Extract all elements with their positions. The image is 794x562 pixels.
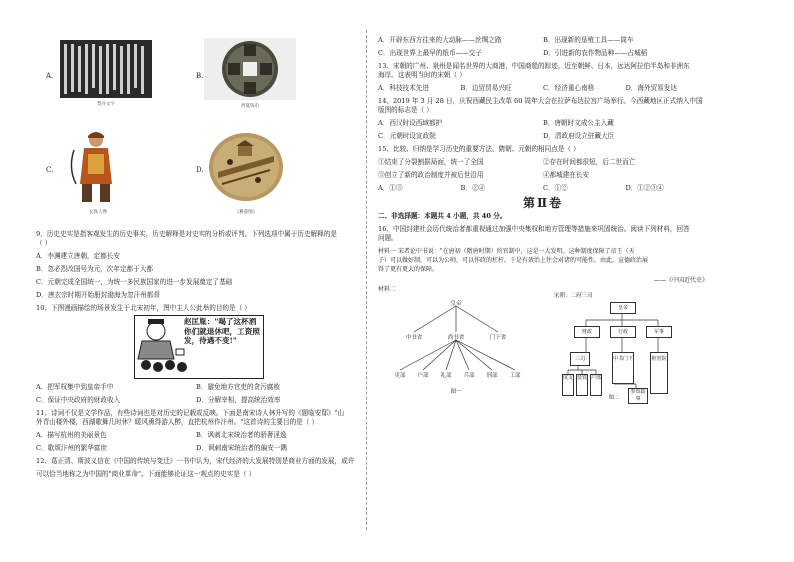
q9-option-a: A．李渊建立唐朝，定都长安 — [36, 252, 120, 260]
q14-option-c: C．元朝时设宣政院 — [378, 132, 436, 140]
image-letter-b: B. — [196, 72, 204, 80]
jurchen-figure-image — [66, 128, 126, 206]
q10-options-row-1 — [36, 383, 356, 392]
q13-option-a: A．科技技术先进 — [378, 84, 429, 92]
q16-stem-1: 16、中国封建社会历代统治者都重视通过加强中央集权和地方管理等措施来巩固统治。阅读下列材料，回答 — [378, 225, 690, 233]
q12-options-row-1 — [378, 36, 708, 45]
right-column — [378, 36, 708, 404]
q15-statement-1: ①结束了分裂割据局面，统一了全国 — [378, 158, 484, 166]
q9-option-b: B．忽必烈改国号为元，次年定都于大都 — [36, 265, 153, 273]
chart1-l3-4: 刑部 — [486, 373, 498, 379]
q14-stem-2: 版图的标志是（ ） — [378, 106, 433, 114]
chart2-label: 图二 — [608, 395, 620, 401]
q15-option-c: C．①② — [543, 184, 568, 192]
q12-option-c: C．出现世界上最早的纸币——交子 — [378, 49, 482, 57]
q15-statements-row-2 — [378, 171, 708, 180]
chart1-label: 图一 — [450, 389, 462, 395]
q15-statement-2: ②存在时间都很短，后二世而亡 — [543, 158, 636, 166]
q15-option-a: A．①③ — [378, 184, 403, 192]
q13-option-d: D．海外贸易发达 — [625, 84, 677, 92]
q15-statement-4: ④都城建在长安 — [543, 171, 590, 179]
chart1-l3-0: 吏部 — [394, 373, 406, 379]
image-letter-d: D. — [196, 166, 204, 174]
image-caption-b: 西夏钱币 — [241, 104, 259, 109]
q16-material-1-line-1: 材料一 宋者论中书说："在唐初（隋唐时期）的官制中，这是一大发明。这种制度保障了帝王（天 — [378, 248, 635, 255]
q9-option-c: C．元朝完成全国统一，为统一多民族国家的进一步发展奠定了基础 — [36, 278, 233, 286]
q14-stem-1: 14、2019 年 3 月 28 日，庆祝西藏民主改革 60 周年大会在拉萨布达拉宫广场举行。今西藏地区正式纳入中国 — [378, 97, 703, 105]
q15-option-b: B．②④ — [460, 184, 486, 192]
q9-stem-2: （ ） — [36, 239, 52, 247]
image-letter-a: A. — [46, 72, 54, 80]
q15-statement-3: ③创立了新的政治制度并被后世沿用 — [378, 171, 484, 179]
xixia-coin-image — [204, 38, 296, 100]
image-caption-c: 女真人像 — [89, 210, 107, 215]
chart2-l4-3: 参知政事 — [628, 388, 648, 404]
q11-option-c: C．歌颂汴州的繁华富庶 — [36, 444, 107, 452]
q11-options-row-1 — [36, 431, 356, 440]
q10-options-row-2 — [36, 396, 356, 405]
q14-option-b: B．唐朝时文成公主入藏 — [543, 119, 614, 127]
q10-stem: 10、下图漫画描绘的场景发生于北宋初年，图中主人公此举的目的是（ ） — [36, 304, 251, 312]
q16-stem-2: 问题。 — [378, 234, 398, 242]
q12-options-row-2 — [378, 49, 708, 58]
q15-statements-row-1 — [378, 158, 708, 167]
chart1-l3-3: 兵部 — [463, 373, 475, 379]
column-divider — [366, 30, 367, 530]
section-title: 第Ⅱ卷 — [522, 196, 564, 210]
org-charts — [378, 294, 708, 404]
chart2-l3-1: 中书门下 — [612, 352, 634, 384]
chart1-l2-2: 门下省 — [489, 335, 507, 341]
q11-option-a: A．描写杭州的美丽景色 — [36, 431, 107, 439]
chart2-l2-0: 财政 — [574, 326, 600, 338]
section-subtitle: 二、非选择题：本题共 4 小题，共 40 分。 — [378, 212, 507, 220]
q12-option-d: D．引进新的农作物品种——占城稻 — [543, 49, 648, 57]
chart1-l3-5: 工部 — [509, 373, 521, 379]
image-caption-a: 契丹文字 — [97, 102, 115, 107]
q14-options-row-2 — [378, 132, 708, 141]
q16-material-1-line-3: 得了更有更大的保障。 — [378, 266, 439, 273]
q10-option-a: A．把军权集中到皇帝手中 — [36, 383, 114, 391]
q13-option-b: B．边贸贸易兴旺 — [460, 84, 512, 92]
chart1-l3-1: 户部 — [417, 373, 429, 379]
q14-option-a: A．西汉时设西域都护 — [378, 119, 443, 127]
q11-stem-1: 11、诗词不仅是文学作品，有些诗词也是对历史的记载或反映。下面是南宋诗人林升写的《题临安邸》"山 — [36, 409, 345, 417]
q16-material-1-source: ——《中国近代史》 — [653, 277, 708, 284]
q12-option-a: A．开辟东西方往来的大动脉——丝绸之路 — [378, 36, 502, 44]
q10-option-d: D．分解宰相，提高统治效率 — [196, 396, 281, 404]
chart1-top: 皇帝 — [450, 301, 462, 307]
chart2-l3-0: 三司 — [570, 352, 590, 366]
chart1-l3-2: 礼部 — [440, 373, 452, 379]
chart2-top: 皇帝 — [610, 302, 636, 314]
chart2-l4-0: 度支 — [562, 374, 574, 396]
q14-options-row-1 — [378, 119, 708, 128]
chart2-l3-2: 枢密院 — [650, 352, 668, 394]
q11-options-row-2 — [36, 444, 356, 453]
left-column — [36, 36, 356, 479]
q13-option-c: C．经济重心南移 — [543, 84, 595, 92]
option-images — [36, 36, 356, 226]
chart2-l4-2: 户部 — [590, 374, 602, 396]
q10-cartoon — [134, 315, 264, 381]
image-caption-d: 《耕获图》 — [234, 210, 258, 215]
chart1-l2-1: 尚书省 — [447, 335, 465, 341]
chart2-l4-1: 盐铁 — [576, 374, 588, 396]
chart2-heading: 宋朝：二府三司 — [554, 293, 593, 299]
q13-stem-1: 13、宋朝的广州、泉州是闻名世界的大商港，中国商船的踪迹，近至朝鲜、日本，远达阿拉伯半岛和非洲东 — [378, 62, 690, 70]
q11-option-b: B．讽刺北宋统治者的骄奢淫逸 — [196, 431, 287, 439]
khitan-script-image — [60, 40, 152, 98]
q12-stem-1: 12、葛正清、斯波义信在《中国的传统与变迁》一书中认为，宋代经济的大发展特别是商业方面的发展，或许 — [36, 457, 355, 465]
q15-stem: 15、比较、归纳是学习历史的重要方法。隋朝、元朝的相同点是（ ） — [378, 145, 580, 153]
image-letter-c: C. — [46, 166, 54, 174]
q10-option-b: B．避免地方官吏的贪污腐败 — [196, 383, 280, 391]
chart2-l2-2: 军事 — [646, 326, 672, 338]
q15-option-d: D．①②③④ — [625, 184, 664, 192]
q16-material-2-label: 材料二 — [378, 286, 397, 293]
q13-stem-2: 海岸。这表明当时的宋朝（ ） — [378, 71, 466, 79]
q14-option-d: D．清政府设立驻藏大臣 — [543, 132, 615, 140]
q9-stem-1: 9、历史史实是指客观发生的历史事实，历史解释是对史实的分析或评判。下列选项中属于历史解释的是 — [36, 230, 337, 238]
chart1-l2-0: 中书省 — [405, 335, 423, 341]
gengfu-painting-image — [208, 132, 284, 202]
q11-stem-2: 外青山楼外楼，西湖歌舞几时休？暖风熏得游人醉，直把杭州作汴州。"这首诗的主要目的是（ ） — [36, 418, 319, 426]
q13-options — [378, 84, 708, 93]
q16-material-1-line-2: 子）可以做好制，可以为公帅，可以作政的杠杆，于是有效治上往会对诸的可能性。由此，宣德政治展 — [378, 257, 649, 264]
chart2-l2-1: 行政 — [610, 326, 636, 338]
q15-options — [378, 184, 708, 193]
q11-option-d: D．讽刺南宋统治者的偏安一隅 — [196, 444, 288, 452]
q10-option-c: C．保证中央政府的财政收入 — [36, 396, 121, 404]
q12-stem-2: 可以恰当地称之为中国的"商业革命"。下面能够论证这一观点的史实是（ ） — [36, 470, 256, 478]
cartoon-speech: 赵匡胤："喝了这杯酒你们就退休吧，工资照发，待遇不变!" — [184, 317, 260, 345]
q12-option-b: B．出现新的垦殖工具——筒车 — [543, 36, 634, 44]
q9-option-d: D．唐玄宗时期开始册封渤海为忽汗州都督 — [36, 291, 160, 299]
